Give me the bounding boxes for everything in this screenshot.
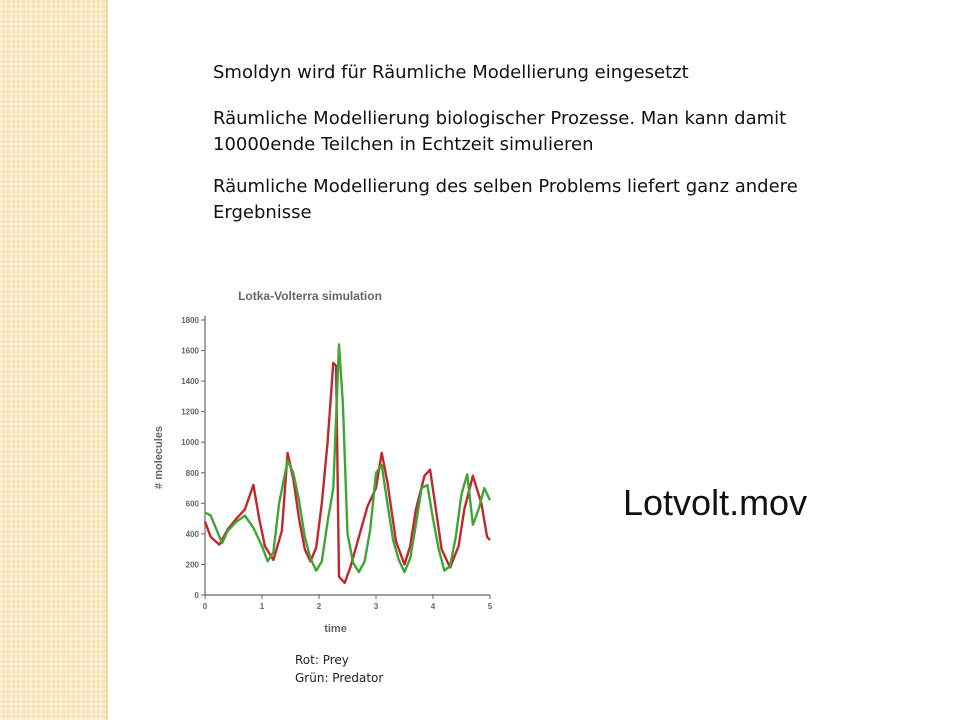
x-axis-label: time bbox=[324, 623, 347, 635]
y-tick-label: 600 bbox=[185, 499, 199, 509]
bullet-spatial-modeling: Räumliche Modellierung biologischer Prozesse. Man kann damit 10000ende Teilchen in Echtzeit simulieren bbox=[213, 108, 787, 155]
y-tick-label: 800 bbox=[185, 468, 199, 478]
y-tick-label: 200 bbox=[185, 560, 199, 570]
legend-prey-note: Rot: Prey bbox=[295, 653, 349, 667]
y-tick-label: 1000 bbox=[181, 438, 199, 448]
x-tick-label: 4 bbox=[430, 602, 436, 611]
prey-series-line bbox=[205, 363, 490, 583]
predator-series-line bbox=[205, 344, 490, 572]
bullet-smoldyn: Smoldyn wird für Räumliche Modellierung eingesetzt bbox=[213, 62, 689, 83]
y-axis-label: # molecules bbox=[153, 426, 165, 489]
decorative-sidebar-strip bbox=[0, 0, 108, 720]
y-tick-label: 1200 bbox=[181, 407, 199, 417]
x-tick-label: 0 bbox=[202, 602, 208, 611]
video-file-label[interactable]: Lotvolt.mov bbox=[623, 482, 808, 523]
x-tick-label: 5 bbox=[487, 602, 493, 611]
legend-predator-note: Grün: Predator bbox=[295, 671, 384, 685]
y-tick-label: 1600 bbox=[181, 346, 199, 356]
y-tick-label: 400 bbox=[185, 529, 199, 539]
x-tick-label: 2 bbox=[316, 602, 322, 611]
y-tick-label: 1800 bbox=[181, 316, 199, 325]
y-tick-label: 0 bbox=[194, 591, 199, 600]
lotka-volterra-chart bbox=[145, 280, 500, 640]
chart-title: Lotka-Volterra simulation bbox=[238, 289, 382, 303]
bullet-different-results: Räumliche Modellierung des selben Problems liefert ganz andere Ergebnisse bbox=[213, 176, 798, 223]
y-tick-label: 1400 bbox=[181, 377, 199, 387]
x-tick-label: 1 bbox=[259, 602, 265, 611]
x-tick-label: 3 bbox=[373, 602, 379, 611]
chart-svg bbox=[145, 280, 500, 640]
series-legend-note bbox=[295, 651, 383, 687]
